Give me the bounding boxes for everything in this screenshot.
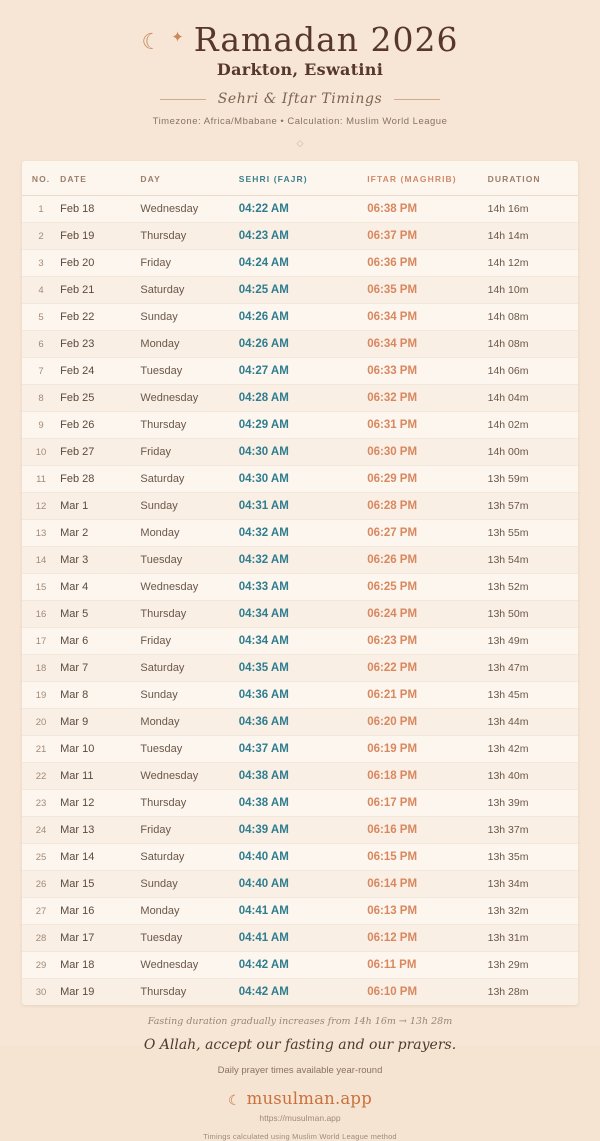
timings-table (22, 161, 578, 1005)
row-sehri-time: 04:31 AM (239, 493, 367, 520)
row-duration: 13h 35m (488, 844, 578, 871)
star-icon: ✦ (171, 29, 184, 46)
row-sehri-time: 04:30 AM (239, 439, 367, 466)
row-duration: 13h 57m (488, 493, 578, 520)
table-row (22, 817, 578, 844)
table-row (22, 196, 578, 223)
row-iftar-time: 06:13 PM (367, 898, 487, 925)
table-row (22, 304, 578, 331)
row-date: Mar 7 (60, 655, 140, 682)
row-iftar-time: 06:32 PM (367, 385, 487, 412)
row-date: Mar 15 (60, 871, 140, 898)
row-sehri-time: 04:40 AM (239, 871, 367, 898)
row-sehri-time: 04:42 AM (238, 986, 289, 998)
row-number: 20 (22, 709, 60, 736)
row-number: 14 (22, 547, 60, 574)
row-number: 28 (22, 925, 60, 952)
row-iftar-time: 06:21 PM (367, 682, 487, 709)
row-date: Feb 27 (60, 439, 140, 466)
section-divider (0, 91, 600, 107)
row-date: Mar 11 (60, 763, 140, 790)
row-date: Feb 26 (60, 412, 140, 439)
table-row (22, 493, 578, 520)
row-number: 27 (22, 898, 60, 925)
row-sehri-time: 04:37 AM (239, 736, 367, 763)
row-day: Saturday (140, 844, 238, 871)
row-sehri-time: 04:26 AM (239, 304, 367, 331)
row-number: 26 (22, 871, 60, 898)
row-date: Mar 19 (60, 986, 95, 998)
row-iftar-time: 06:17 PM (367, 790, 487, 817)
row-iftar-time: 06:34 PM (367, 331, 487, 358)
row-date: Mar 16 (60, 898, 140, 925)
row-number: 11 (22, 466, 60, 493)
row-duration: 13h 47m (488, 655, 578, 682)
row-date: Mar 5 (60, 601, 140, 628)
row-duration: 13h 40m (488, 763, 578, 790)
row-duration: 13h 37m (488, 817, 578, 844)
row-number: 29 (22, 952, 60, 979)
row-sehri-time: 04:27 AM (239, 358, 367, 385)
row-day: Saturday (140, 466, 238, 493)
row-sehri-time: 04:38 AM (239, 763, 367, 790)
row-duration: 14h 04m (488, 385, 578, 412)
table-row (22, 601, 578, 628)
row-day: Monday (140, 898, 238, 925)
row-number: 24 (22, 817, 60, 844)
row-date: Mar 17 (60, 925, 140, 952)
row-day: Sunday (140, 682, 238, 709)
brand-crescent-icon: ☾ (228, 1091, 241, 1108)
row-sehri-time: 04:32 AM (239, 520, 367, 547)
table-row (22, 925, 578, 952)
brand-row[interactable] (0, 1089, 600, 1108)
divider-line-left (160, 99, 206, 100)
row-duration: 14h 10m (488, 277, 578, 304)
page-header (0, 0, 600, 149)
row-date: Mar 6 (60, 628, 140, 655)
row-iftar-time: 06:11 PM (367, 952, 487, 979)
row-iftar-time: 06:22 PM (367, 655, 487, 682)
row-day: Thursday (140, 601, 238, 628)
row-iftar-time: 06:28 PM (367, 493, 487, 520)
row-number: 1 (22, 196, 60, 223)
row-iftar-time: 06:29 PM (367, 466, 487, 493)
row-duration: 13h 32m (488, 898, 578, 925)
row-number: 25 (22, 844, 60, 871)
row-duration: 14h 16m (488, 196, 578, 223)
row-number: 8 (22, 385, 60, 412)
row-sehri-time: 04:36 AM (239, 709, 367, 736)
table-row (22, 223, 578, 250)
table-row (22, 709, 578, 736)
row-iftar-time: 06:26 PM (367, 547, 487, 574)
row-day: Wednesday (140, 763, 238, 790)
row-date: Mar 1 (60, 493, 140, 520)
row-number: 12 (22, 493, 60, 520)
row-date: Mar 14 (60, 844, 140, 871)
row-sehri-time: 04:40 AM (239, 844, 367, 871)
row-iftar-time: 06:10 PM (367, 986, 418, 998)
row-date: Feb 20 (60, 250, 140, 277)
row-day: Wednesday (140, 385, 238, 412)
row-date: Mar 12 (60, 790, 140, 817)
row-number: 7 (22, 358, 60, 385)
row-sehri-time: 04:34 AM (239, 628, 367, 655)
row-number: 23 (22, 790, 60, 817)
row-date: Feb 21 (60, 277, 140, 304)
row-date: Feb 22 (60, 304, 140, 331)
row-duration: 14h 12m (488, 250, 578, 277)
row-sehri-time: 04:36 AM (239, 682, 367, 709)
row-day: Wednesday (140, 952, 238, 979)
row-day: Thursday (140, 986, 187, 998)
table-row (22, 871, 578, 898)
row-date: Feb 18 (60, 196, 140, 223)
row-number: 15 (22, 574, 60, 601)
row-sehri-time: 04:30 AM (239, 466, 367, 493)
row-duration: 13h 45m (488, 682, 578, 709)
diamond-ornament-icon: ◇ (296, 138, 304, 148)
row-iftar-time: 06:34 PM (367, 304, 487, 331)
row-number: 10 (22, 439, 60, 466)
row-number: 30 (35, 986, 47, 998)
row-date: Feb 19 (60, 223, 140, 250)
row-iftar-time: 06:30 PM (367, 439, 487, 466)
row-duration: 13h 31m (488, 925, 578, 952)
row-duration: 13h 28m (487, 986, 529, 998)
row-duration: 14h 02m (488, 412, 578, 439)
row-sehri-time: 04:38 AM (239, 790, 367, 817)
row-iftar-time: 06:24 PM (367, 601, 487, 628)
brand-name[interactable]: musulman.app (246, 1089, 372, 1108)
row-day: Friday (140, 817, 238, 844)
table-row (22, 466, 578, 493)
row-duration: 13h 52m (488, 574, 578, 601)
row-sehri-time: 04:32 AM (239, 547, 367, 574)
table-row (22, 358, 578, 385)
column-header-duration: DURATION (488, 161, 578, 196)
row-duration: 14h 00m (488, 439, 578, 466)
row-date: Mar 10 (60, 736, 140, 763)
table-body (22, 196, 578, 1006)
divider-line-right (394, 99, 440, 100)
table-row (22, 520, 578, 547)
row-date: Mar 9 (60, 709, 140, 736)
calculation-method-note: Timings calculated using Muslim World League method (203, 1132, 397, 1141)
row-day: Saturday (140, 277, 238, 304)
table-row (22, 331, 578, 358)
row-number: 22 (22, 763, 60, 790)
table-row (22, 574, 578, 601)
table-row (22, 763, 578, 790)
page-title: Ramadan 2026 (193, 20, 459, 59)
table-header-row (22, 161, 578, 196)
row-day: Monday (140, 520, 238, 547)
table-row (22, 952, 578, 979)
row-iftar-time: 06:37 PM (367, 223, 487, 250)
row-iftar-time: 06:18 PM (367, 763, 487, 790)
row-iftar-time: 06:15 PM (367, 844, 487, 871)
row-date: Feb 25 (60, 385, 140, 412)
table-row (22, 439, 578, 466)
table-row (22, 682, 578, 709)
table-row (22, 277, 578, 304)
row-date: Feb 28 (60, 466, 140, 493)
row-number: 6 (22, 331, 60, 358)
row-day: Tuesday (140, 358, 238, 385)
column-header-no: NO. (22, 161, 60, 196)
row-sehri-time: 04:34 AM (239, 601, 367, 628)
row-iftar-time: 06:25 PM (367, 574, 487, 601)
table-row (22, 898, 578, 925)
table-row (22, 628, 578, 655)
row-day: Thursday (140, 412, 238, 439)
row-duration: 14h 06m (488, 358, 578, 385)
row-date: Mar 18 (60, 952, 140, 979)
table-row (22, 547, 578, 574)
row-duration: 13h 55m (488, 520, 578, 547)
row-iftar-time: 06:20 PM (367, 709, 487, 736)
row-duration: 13h 39m (488, 790, 578, 817)
row-duration: 13h 42m (488, 736, 578, 763)
row-date: Feb 23 (60, 331, 140, 358)
column-header-day: DAY (140, 161, 238, 196)
row-number: 16 (22, 601, 60, 628)
dua-text: O Allah, accept our fasting and our prayers. (143, 1037, 457, 1053)
table-row (22, 736, 578, 763)
timezone-calculation-meta: Timezone: Africa/Mbabane • Calculation: Muslim World League (152, 116, 448, 127)
row-day: Tuesday (140, 736, 238, 763)
row-sehri-time: 04:35 AM (239, 655, 367, 682)
row-number: 4 (22, 277, 60, 304)
row-number: 18 (22, 655, 60, 682)
table-row (22, 844, 578, 871)
row-duration: 13h 59m (488, 466, 578, 493)
brand-url[interactable]: https://musulman.app (259, 1113, 341, 1123)
row-iftar-time: 06:16 PM (367, 817, 487, 844)
column-header-sehri: SEHRI (FAJR) (239, 161, 367, 196)
row-iftar-time: 06:33 PM (367, 358, 487, 385)
row-iftar-time: 06:27 PM (367, 520, 487, 547)
row-number: 9 (22, 412, 60, 439)
row-sehri-time: 04:26 AM (239, 331, 367, 358)
table-row (22, 655, 578, 682)
row-number: 19 (22, 682, 60, 709)
table-row (22, 412, 578, 439)
row-number: 21 (22, 736, 60, 763)
row-sehri-time: 04:42 AM (239, 952, 367, 979)
row-day: Sunday (140, 493, 238, 520)
row-duration: 13h 54m (488, 547, 578, 574)
row-iftar-time: 06:19 PM (367, 736, 487, 763)
row-sehri-time: 04:39 AM (239, 817, 367, 844)
row-duration: 13h 49m (488, 628, 578, 655)
row-iftar-time: 06:31 PM (367, 412, 487, 439)
row-iftar-time: 06:12 PM (367, 925, 487, 952)
row-day: Tuesday (140, 925, 238, 952)
row-number: 17 (22, 628, 60, 655)
row-sehri-time: 04:22 AM (239, 196, 367, 223)
column-header-date: DATE (60, 161, 140, 196)
row-day: Friday (140, 628, 238, 655)
row-day: Friday (140, 250, 238, 277)
row-day: Monday (140, 331, 238, 358)
table-row (22, 790, 578, 817)
row-iftar-time: 06:35 PM (367, 277, 487, 304)
row-duration: 13h 34m (488, 871, 578, 898)
row-day: Sunday (140, 871, 238, 898)
row-sehri-time: 04:25 AM (239, 277, 367, 304)
row-sehri-time: 04:33 AM (239, 574, 367, 601)
row-iftar-time: 06:36 PM (367, 250, 487, 277)
row-day: Friday (140, 439, 238, 466)
row-day: Wednesday (140, 196, 238, 223)
row-iftar-time: 06:38 PM (367, 196, 487, 223)
table-row (22, 979, 578, 1006)
title-row (0, 20, 600, 59)
row-date: Mar 2 (60, 520, 140, 547)
row-day: Thursday (140, 790, 238, 817)
row-day: Wednesday (140, 574, 238, 601)
row-day: Saturday (140, 655, 238, 682)
row-sehri-time: 04:28 AM (239, 385, 367, 412)
row-day: Thursday (140, 223, 238, 250)
crescent-moon-icon: ☾ (141, 28, 162, 54)
duration-note: Fasting duration gradually increases from 14h 16m → 13h 28m (147, 1016, 453, 1027)
row-number: 5 (22, 304, 60, 331)
row-date: Feb 24 (60, 358, 140, 385)
row-day: Tuesday (140, 547, 238, 574)
row-number: 2 (22, 223, 60, 250)
row-duration: 13h 44m (488, 709, 578, 736)
row-sehri-time: 04:29 AM (239, 412, 367, 439)
table-head (22, 161, 578, 196)
row-number: 3 (22, 250, 60, 277)
availability-note: Daily prayer times available year-round (217, 1065, 383, 1076)
page-footer (0, 1005, 600, 1141)
row-sehri-time: 04:41 AM (239, 898, 367, 925)
row-date: Mar 4 (60, 574, 140, 601)
row-number: 13 (22, 520, 60, 547)
row-duration: 13h 29m (488, 952, 578, 979)
row-iftar-time: 06:14 PM (367, 871, 487, 898)
table-row (22, 385, 578, 412)
row-duration: 14h 08m (488, 304, 578, 331)
timings-table-card (22, 161, 578, 1005)
table-row (22, 250, 578, 277)
row-iftar-time: 06:23 PM (367, 628, 487, 655)
row-sehri-time: 04:41 AM (239, 925, 367, 952)
section-label: Sehri & Iftar Timings (217, 91, 383, 107)
row-date: Mar 13 (60, 817, 140, 844)
row-date: Mar 3 (60, 547, 140, 574)
row-duration: 13h 50m (488, 601, 578, 628)
row-date: Mar 8 (60, 682, 140, 709)
location-subtitle: Darkton, Eswatini (216, 60, 384, 79)
row-day: Monday (140, 709, 238, 736)
row-day: Sunday (140, 304, 238, 331)
row-sehri-time: 04:24 AM (239, 250, 367, 277)
row-sehri-time: 04:23 AM (239, 223, 367, 250)
column-header-iftar: IFTAR (MAGHRIB) (367, 161, 487, 196)
row-duration: 14h 14m (488, 223, 578, 250)
row-duration: 14h 08m (488, 331, 578, 358)
